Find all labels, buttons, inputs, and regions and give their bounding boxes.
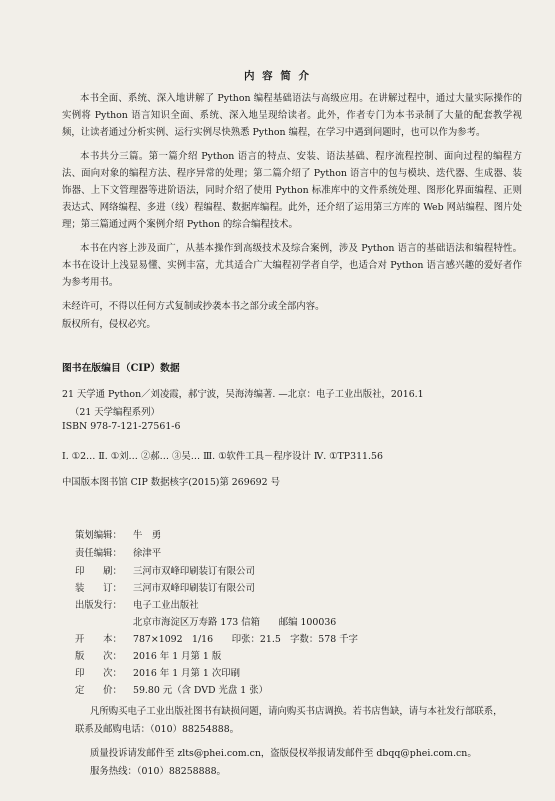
intro-paragraph-1: 本书全面、系统、深入地讲解了 Python 编程基础语法与高级应用。在讲解过程中，通过大量实际操作的实例将 Python 语言知识全面、系统、深入地呈现给读者。此外，作者专门为本书录制了大量的配套教学视频，让读者通过分析实例、运行实例尽快熟悉 Python 编程，在学习中遇到问题时，也可以作为参考。 bbox=[62, 93, 522, 138]
detail-value: 电子工业出版社 bbox=[133, 600, 199, 611]
detail-label: 开 本： bbox=[75, 634, 122, 645]
detail-value: 北京市海淀区万寿路 173 信箱 邮编 100036 bbox=[133, 617, 337, 628]
detail-value: 徐津平 bbox=[133, 548, 162, 559]
detail-label: 装 订： bbox=[75, 583, 122, 594]
detail-row bbox=[75, 545, 161, 559]
detail-value: 牛 勇 bbox=[133, 530, 162, 541]
footer-line-3: 质量投诉请发邮件至 zlts@phei.com.cn，盗版侵权举报请发邮件至 dbqq@phei.com.cn。 bbox=[90, 748, 477, 759]
detail-row bbox=[75, 563, 255, 577]
detail-label: 印 刷： bbox=[75, 566, 122, 577]
detail-value: 三河市双峰印刷装订有限公司 bbox=[133, 566, 255, 577]
detail-label: 印 次： bbox=[75, 668, 122, 679]
detail-value: 2016 年 1 月第 1 版 bbox=[133, 651, 222, 662]
detail-row bbox=[75, 682, 268, 696]
footer-line-4: 服务热线：（010）88258888。 bbox=[90, 766, 226, 777]
detail-label: 定 价： bbox=[75, 685, 122, 696]
detail-label: 策划编辑： bbox=[75, 530, 122, 541]
detail-label: 责任编辑： bbox=[75, 548, 122, 559]
intro-paragraph-2: 本书共分三篇。第一篇介绍 Python 语言的特点、安装、语法基础、程序流程控制、面向过程的编程方法、面向对象的编程方法、程序异常的处理；第二篇介绍了 Python 语言中的包与模块、迭代器、生成器、装饰器、上下文管理器等进阶语法，同时介绍了使用 Python 标准库中的文件系统处理、图形化界面编程、正则表达式、网络编程、多进（线）程编程、数据库编程。此外，还介绍了运用第三方库的 Web 网站编程、图片处理；第三篇通过两个案例介绍 Python 的综合编程技术。 bbox=[62, 151, 522, 230]
copyright-notice: 未经许可，不得以任何方式复制或抄袭本书之部分或全部内容。 bbox=[62, 301, 325, 312]
detail-row bbox=[75, 648, 221, 662]
cip-heading: 图书在版编目（CIP）数据 bbox=[62, 363, 180, 374]
detail-row bbox=[75, 614, 336, 628]
detail-value: 三河市双峰印刷装订有限公司 bbox=[133, 583, 255, 594]
detail-label: 版 次： bbox=[75, 651, 122, 662]
detail-value: 2016 年 1 月第 1 次印刷 bbox=[133, 668, 240, 679]
cip-line-1: 21 天学通 Python／刘凌霞，郝宁波，吴海涛编著. —北京：电子工业出版社，2016.1 bbox=[62, 389, 424, 400]
cip-classification: Ⅰ. ①2… Ⅱ. ①刘… ②郝… ③吴… Ⅲ. ①软件工具－程序设计 Ⅳ. ①TP311.56 bbox=[62, 451, 383, 462]
intro-paragraph-3: 本书在内容上涉及面广，从基本操作到高级技术及综合案例，涉及 Python 语言的基础语法和编程特性。本书在设计上浅显易懂、实例丰富，尤其适合广大编程初学者自学，也适合对 Python 语言感兴趣的爱好者作为参考用书。 bbox=[62, 243, 522, 288]
detail-row bbox=[75, 631, 358, 645]
footer-line-2: 联系及邮购电话：（010）88254888。 bbox=[75, 724, 240, 735]
detail-label: 出版发行： bbox=[75, 600, 122, 611]
rights-reserved: 版权所有，侵权必究。 bbox=[62, 319, 156, 330]
detail-row bbox=[75, 597, 199, 611]
cip-record-number: 中国版本图书馆 CIP 数据核字(2015)第 269692 号 bbox=[62, 477, 280, 488]
cip-isbn: ISBN 978-7-121-27561-6 bbox=[62, 421, 181, 432]
cip-line-2: （21 天学编程系列） bbox=[70, 407, 160, 418]
detail-value: 787×1092 1/16 印张：21.5 字数：578 千字 bbox=[133, 634, 358, 645]
detail-row bbox=[75, 580, 255, 594]
detail-row bbox=[75, 665, 240, 679]
detail-value: 59.80 元（含 DVD 光盘 1 张） bbox=[133, 685, 268, 696]
footer-line-1: 凡所购买电子工业出版社图书有缺损问题，请向购买书店调换。若书店售缺，请与本社发行部联系， bbox=[90, 706, 503, 717]
detail-row bbox=[75, 527, 161, 541]
page-title: 内 容 简 介 bbox=[244, 70, 311, 82]
